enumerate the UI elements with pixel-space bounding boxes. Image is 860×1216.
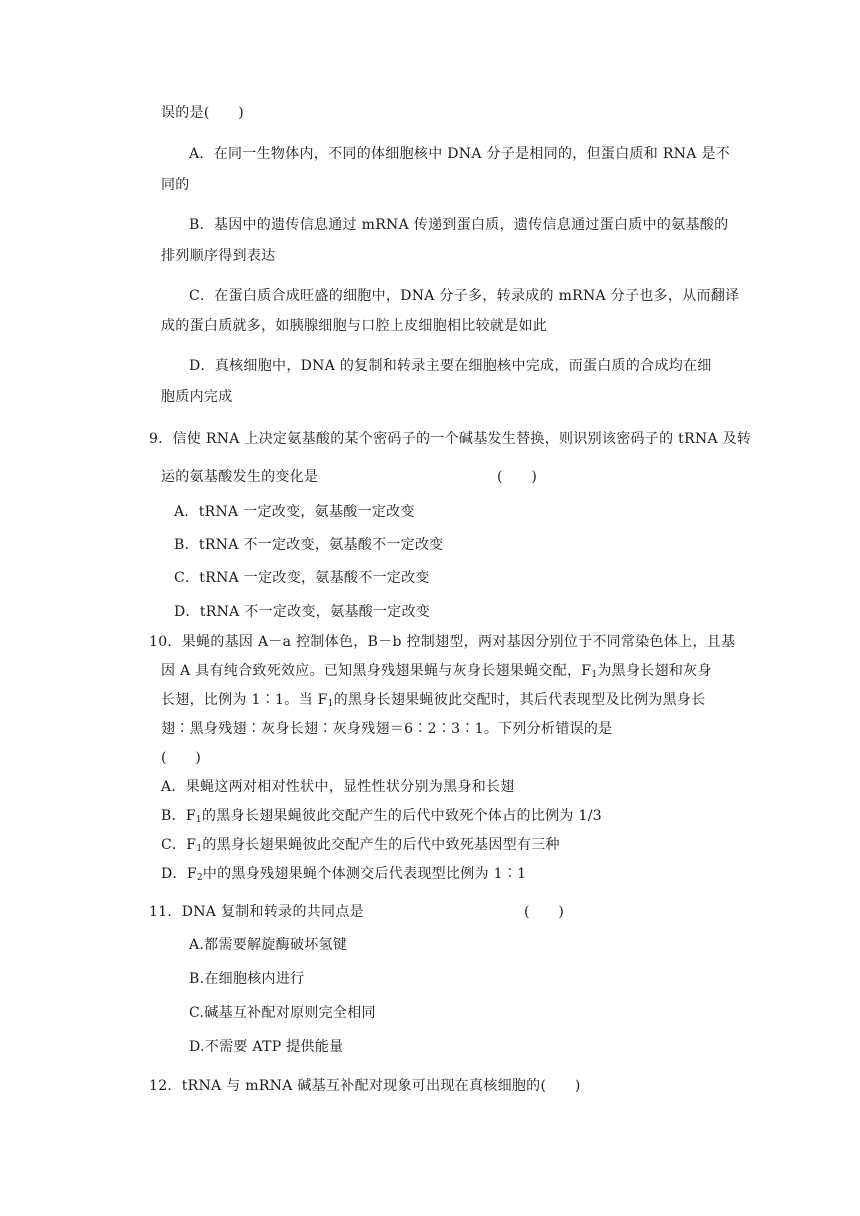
q8-option-b-line1: B．基因中的遗传信息通过 mRNA 传递到蛋白质，遗传信息通过蛋白质中的氨基酸的 [189,217,729,233]
q12-stem: 12．tRNA 与 mRNA 碱基互补配对现象可出现在真核细胞的( ) [149,1078,581,1094]
q9-option-b: B．tRNA 不一定改变，氨基酸不一定改变 [174,537,444,553]
q10-stem-line2 [161,661,712,681]
q11-option-a: A.都需要解旋酶破坏氢键 [189,937,348,953]
q10-stem-line1: 10．果蝇的基因 A－a 控制体色，B－b 控制翅型，两对基因分别位于不同常染色体上，且基 [149,634,736,650]
q10-option-d-label: D．F [161,866,197,882]
q10-answer-paren: ( ) [161,750,202,766]
q8-option-a-line1: A．在同一生物体内，不同的体细胞核中 DNA 分子是相同的，但蛋白质和 RNA 是不 [189,146,730,162]
q10-option-b [161,806,602,826]
q9-stem-line2: 运的氨基酸发生的变化是 [161,469,319,485]
q8-stem-end: 误的是( ) [161,105,245,121]
q9-answer-paren: ( ) [497,469,538,485]
q8-option-d-line1: D．真核细胞中，DNA 的复制和转录主要在细胞核中完成，而蛋白质的合成均在细 [189,358,712,374]
q10-option-c-label: C．F [161,837,197,853]
q10-stem-line3-text: 长翅，比例为 1∶1。当 F [161,692,328,708]
q10-stem-line2-text-b: 为黑身长翅和灰身 [597,663,712,679]
q10-option-a: A．果蝇这两对相对性状中，显性性状分别为黑身和长翅 [161,779,515,795]
q10-option-b-text: 的黑身长翅果蝇彼此交配产生的后代中致死个体占的比例为 1/3 [201,808,602,824]
q9-option-a: A．tRNA 一定改变，氨基酸一定改变 [174,504,415,520]
q10-option-d [161,864,526,884]
q8-option-a-line2: 同的 [161,177,190,193]
q10-stem-line2-text: 因 A 具有纯合致死效应。已知黑身残翅果蝇与灰身长翅果蝇交配，F [161,663,592,679]
q10-stem-line4: 翅∶黑身残翅∶灰身长翅∶灰身残翅＝6∶2∶3∶1。下列分析错误的是 [161,721,613,737]
q9-option-c: C．tRNA 一定改变，氨基酸不一定改变 [174,570,430,586]
q9-stem-line1: 9．信使 RNA 上决定氨基酸的某个密码子的一个碱基发生替换，则识别该密码子的 tRNA 及转 [149,431,752,447]
q11-option-d: D.不需要 ATP 提供能量 [189,1039,344,1055]
q11-stem: 11．DNA 复制和转录的共同点是 [149,904,364,920]
q10-subscript: 1 [195,815,202,825]
q11-answer-paren: ( ) [524,904,565,920]
q8-option-b-line2: 排列顺序得到表达 [161,248,276,264]
q9-option-d: D．tRNA 不一定改变，氨基酸一定改变 [174,604,431,620]
q10-stem-line3 [161,690,705,710]
q8-option-c-line2: 成的蛋白质就多，如胰腺细胞与口腔上皮细胞相比较就是如此 [161,318,548,334]
q10-option-b-label: B．F [161,808,196,824]
q11-option-c: C.碱基互补配对原则完全相同 [189,1005,376,1021]
q10-subscript: 1 [591,670,598,680]
q11-option-b: B.在细胞核内进行 [189,971,305,987]
q10-subscript: 1 [327,699,334,709]
q8-option-c-line1: C．在蛋白质合成旺盛的细胞中，DNA 分子多，转录成的 mRNA 分子也多，从而翻译 [189,288,740,304]
q10-option-d-text: 中的黑身残翅果蝇个体测交后代表现型比例为 1∶1 [202,866,527,882]
q10-subscript: 2 [196,873,203,883]
q10-subscript: 1 [196,844,203,854]
q10-option-c [161,835,560,855]
q10-stem-line3-text-b: 的黑身长翅果蝇彼此交配时，其后代表现型及比例为黑身长 [333,692,706,708]
q10-option-c-text: 的黑身长翅果蝇彼此交配产生的后代中致死基因型有三种 [202,837,560,853]
q8-option-d-line2: 胞质内完成 [161,389,233,405]
